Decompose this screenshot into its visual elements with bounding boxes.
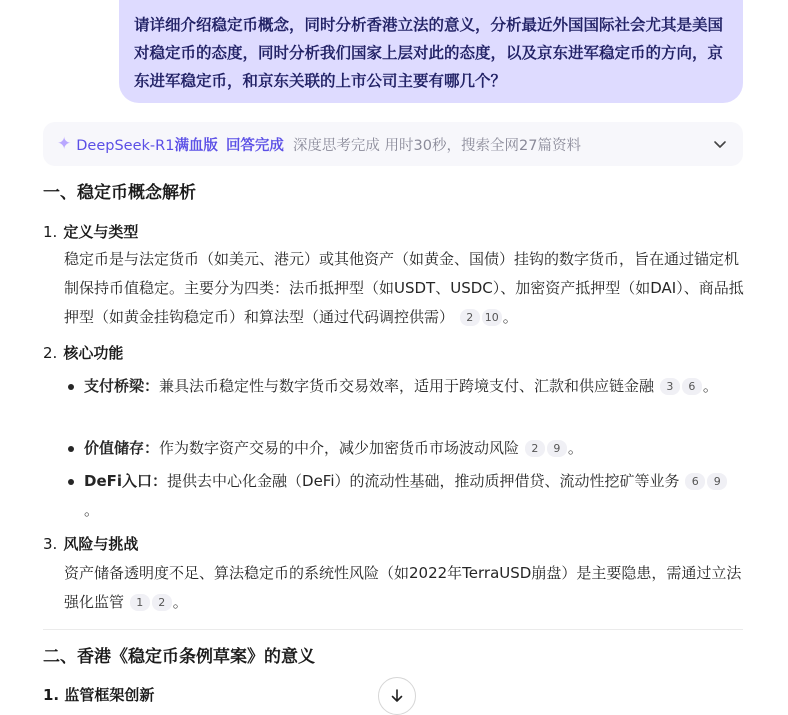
citation-badge[interactable]: 2 <box>460 309 480 326</box>
bullet-item: 价值储存：作为数字资产交易的中介，减少加密货币市场波动风险 2 9 。 <box>68 434 740 463</box>
section-1-title: 一、稳定币概念解析 <box>43 183 196 203</box>
citation-badge[interactable]: 9 <box>547 440 567 457</box>
citation-badge[interactable]: 1 <box>130 594 150 611</box>
model-name: DeepSeek-R1满血版 <box>76 137 218 154</box>
citation-badge[interactable]: 9 <box>707 473 727 490</box>
chevron-down-icon[interactable] <box>711 135 729 153</box>
citation-badge[interactable]: 6 <box>682 378 702 395</box>
user-message-text: 请详细介绍稳定币概念，同时分析香港立法的意义，分析最近外国国际社会尤其是美国对稳定币的态度，同时分析我们国家上层对此的态度，以及京东进军稳定币的方向，京东进军稳定币，和京东关联的上市公司主要有哪几个？ <box>134 16 724 90</box>
arrow-down-icon <box>388 687 406 705</box>
section-2-item-1-title: 1. 监管框架创新 <box>43 686 155 704</box>
item-2-title: 2. 核心功能 <box>43 344 124 362</box>
status-done-label: 回答完成 <box>225 137 284 154</box>
answer-status-bar[interactable] <box>43 122 743 166</box>
citation-badge[interactable]: 2 <box>152 594 172 611</box>
scroll-to-bottom-button[interactable] <box>378 677 416 715</box>
sparkle-icon: ✦ <box>57 134 72 154</box>
citation-badge[interactable]: 6 <box>685 473 705 490</box>
bullet-item: 支付桥梁：兼具法币稳定性与数字货币交易效率，适用于跨境支付、汇款和供应链金融 3 6 。 <box>68 372 740 401</box>
citation-badge[interactable]: 3 <box>660 378 680 395</box>
section-2-title: 二、香港《稳定币条例草案》的意义 <box>43 647 315 667</box>
citation-badge[interactable]: 10 <box>482 309 502 326</box>
status-detail: 深度思考完成 用时30秒，搜索全网27篇资料 <box>292 137 581 154</box>
item-1-paragraph: 稳定币是与法定货币（如美元、港元）或其他资产（如黄金、国债）挂钩的数字货币，旨在通过锚定机制保持币值稳定。主要分为四类：法币抵押型（如USDT、USDC）、加密资产抵押型（如DAI）、商品抵押型（如黄金挂钩稳定币）和算法型（通过代码调控供需） 2 10 。 <box>64 250 744 326</box>
item-3-title: 3. 风险与挑战 <box>43 535 139 553</box>
citation-badge[interactable]: 2 <box>525 440 545 457</box>
section-divider <box>43 629 743 630</box>
item-3-paragraph: 资产储备透明度不足、算法稳定币的系统性风险（如2022年TerraUSD崩盘）是主要隐患，需通过立法强化监管 1 2 。 <box>64 564 742 611</box>
item-1-title: 1. 定义与类型 <box>43 223 139 241</box>
bullet-item: DeFi入口：提供去中心化金融（DeFi）的流动性基础，推动质押借贷、流动性挖矿等业务 6 9。 <box>68 467 740 525</box>
user-message-bubble <box>119 0 743 103</box>
